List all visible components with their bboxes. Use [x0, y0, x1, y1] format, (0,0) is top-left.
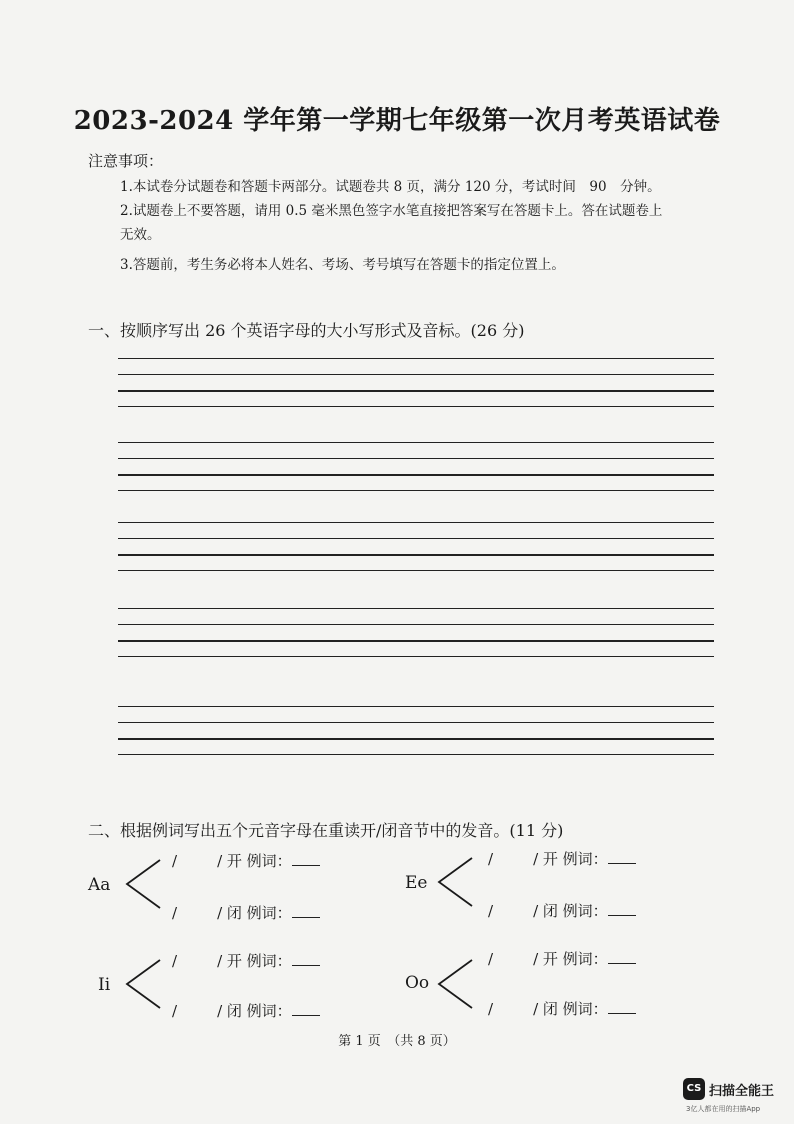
writing-line: [118, 656, 714, 657]
exam-title: 2023-2024 学年第一学期七年级第一次月考英语试卷: [73, 106, 721, 136]
slash: /: [172, 852, 178, 870]
writing-line: [118, 738, 714, 740]
slash: /: [533, 950, 539, 968]
writing-line: [118, 640, 714, 642]
slash: /: [217, 852, 223, 870]
slash: /: [217, 904, 223, 922]
vowel-open-row: [172, 850, 320, 871]
writing-line: [118, 458, 714, 459]
writing-line: [118, 608, 714, 609]
answer-blank[interactable]: [292, 1001, 320, 1016]
answer-blank[interactable]: [292, 851, 320, 866]
note-item-2: 2.试题卷上不要答题，请用 0.5 毫米黑色签字水笔直接把答案写在答题卡上。答在试题卷上: [120, 203, 663, 219]
open-example-label: 开 例词：: [542, 850, 608, 868]
slash: /: [172, 1002, 178, 1020]
slash: /: [533, 850, 539, 868]
writing-lines-group[interactable]: [118, 358, 714, 410]
writing-line: [118, 358, 714, 359]
writing-line: [118, 538, 714, 539]
slash: /: [488, 902, 494, 920]
bracket-icon: [124, 958, 164, 1010]
writing-line: [118, 570, 714, 571]
closed-example-label: 闭 例词：: [542, 1000, 608, 1018]
writing-line: [118, 522, 714, 523]
vowel-open-row: [488, 948, 636, 969]
slash: /: [217, 1002, 223, 1020]
open-example-label: 开 例词：: [226, 852, 292, 870]
slash: /: [533, 902, 539, 920]
writing-line: [118, 754, 714, 755]
closed-example-label: 闭 例词：: [542, 902, 608, 920]
writing-line: [118, 490, 714, 491]
answer-blank[interactable]: [608, 901, 636, 916]
answer-blank[interactable]: [608, 999, 636, 1014]
slash: /: [488, 1000, 494, 1018]
section-2-heading: 二、根据例词写出五个元音字母在重读开/闭音节中的发音。(11 分): [88, 821, 564, 840]
note-item-3: 3.答题前，考生务必将本人姓名、考场、考号填写在答题卡的指定位置上。: [120, 257, 565, 273]
vowel-letter-ee: Ee: [405, 873, 428, 893]
answer-blank[interactable]: [292, 903, 320, 918]
slash: /: [533, 1000, 539, 1018]
vowel-closed-row: [172, 902, 320, 923]
vowel-letter-aa: Aa: [88, 875, 111, 895]
scanner-logo-icon: CS: [683, 1078, 705, 1100]
vowel-closed-row: [172, 1000, 320, 1021]
note-item-2-continued: 无效。: [120, 227, 161, 243]
vowel-open-row: [172, 950, 320, 971]
slash: /: [488, 850, 494, 868]
writing-line: [118, 442, 714, 443]
scanner-tagline: 3亿人都在用的扫描App: [686, 1105, 761, 1113]
slash: /: [488, 950, 494, 968]
writing-line: [118, 554, 714, 556]
vowel-open-row: [488, 848, 636, 869]
writing-lines-group[interactable]: [118, 706, 714, 758]
slash: /: [172, 952, 178, 970]
writing-line: [118, 624, 714, 625]
answer-blank[interactable]: [608, 949, 636, 964]
section-1-heading: 一、按顺序写出 26 个英语字母的大小写形式及音标。(26 分): [88, 321, 525, 340]
writing-lines-group[interactable]: [118, 608, 714, 660]
bracket-icon: [436, 958, 476, 1010]
writing-line: [118, 406, 714, 407]
open-example-label: 开 例词：: [542, 950, 608, 968]
scanner-name: 扫描全能王: [709, 1083, 775, 1099]
slash: /: [217, 952, 223, 970]
notes-heading: 注意事项：: [88, 152, 164, 170]
scanner-watermark: [683, 1078, 774, 1100]
note-item-1: 1.本试卷分试题卷和答题卡两部分。试题卷共 8 页，满分 120 分，考试时间 90 分钟。: [120, 179, 661, 195]
vowel-closed-row: [488, 998, 636, 1019]
open-example-label: 开 例词：: [226, 952, 292, 970]
writing-line: [118, 706, 714, 707]
closed-example-label: 闭 例词：: [226, 1002, 292, 1020]
bracket-icon: [436, 856, 476, 908]
writing-lines-group[interactable]: [118, 522, 714, 574]
bracket-icon: [124, 858, 164, 910]
writing-line: [118, 474, 714, 476]
writing-line: [118, 390, 714, 392]
writing-lines-group[interactable]: [118, 442, 714, 494]
page-footer: 第 1 页 （共 8 页）: [338, 1034, 456, 1049]
writing-line: [118, 722, 714, 723]
vowel-closed-row: [488, 900, 636, 921]
answer-blank[interactable]: [292, 951, 320, 966]
closed-example-label: 闭 例词：: [226, 904, 292, 922]
answer-blank[interactable]: [608, 849, 636, 864]
writing-line: [118, 374, 714, 375]
vowel-letter-ii: Ii: [98, 975, 111, 995]
vowel-letter-oo: Oo: [405, 973, 430, 993]
slash: /: [172, 904, 178, 922]
